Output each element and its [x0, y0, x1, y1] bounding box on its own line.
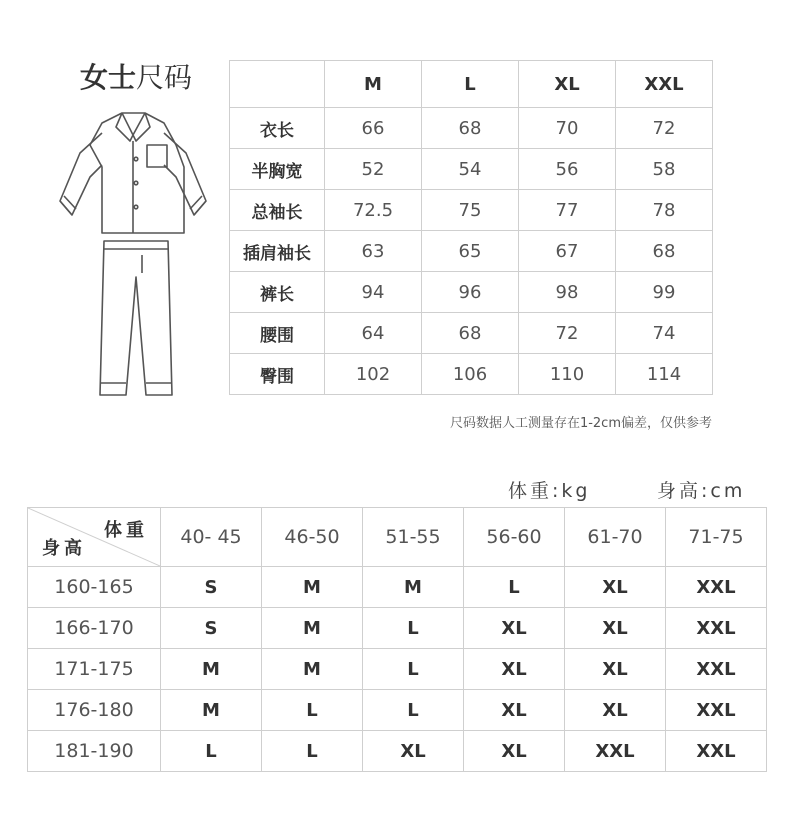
- measurement-label: 插肩袖长: [230, 231, 325, 272]
- weight-range-header: 71-75: [666, 508, 767, 567]
- size-cell: XL: [565, 608, 666, 649]
- measurement-value: 74: [616, 313, 713, 354]
- size-cell: L: [464, 567, 565, 608]
- size-header-l: L: [422, 61, 519, 108]
- measurement-value: 96: [422, 272, 519, 313]
- measurement-label: 衣长: [230, 108, 325, 149]
- title-light: 尺码: [136, 61, 193, 94]
- size-cell: M: [161, 649, 262, 690]
- measurement-value: 102: [325, 354, 422, 395]
- measurement-value: 67: [519, 231, 616, 272]
- size-cell: L: [363, 649, 464, 690]
- size-row: [230, 108, 713, 149]
- size-row: [230, 190, 713, 231]
- size-row: [230, 272, 713, 313]
- size-cell: XL: [565, 690, 666, 731]
- size-cell: XXL: [666, 608, 767, 649]
- size-header-xl: XL: [519, 61, 616, 108]
- weight-range-header: 51-55: [363, 508, 464, 567]
- measurement-value: 56: [519, 149, 616, 190]
- size-cell: M: [262, 567, 363, 608]
- measurement-value: 72: [616, 108, 713, 149]
- corner-weight-label: 体重: [104, 520, 148, 541]
- height-range-label: 166-170: [28, 608, 161, 649]
- size-cell: L: [161, 731, 262, 772]
- recommend-row: [28, 608, 767, 649]
- corner-header: [28, 508, 161, 567]
- weight-range-header: 56-60: [464, 508, 565, 567]
- size-cell: L: [363, 690, 464, 731]
- size-header-blank: [230, 61, 325, 108]
- size-row: [230, 149, 713, 190]
- measurement-value: 99: [616, 272, 713, 313]
- measurement-value: 64: [325, 313, 422, 354]
- size-cell: XXL: [666, 649, 767, 690]
- title-bold: 女士: [80, 61, 137, 94]
- size-header-row: [230, 61, 713, 108]
- size-cell: XL: [464, 608, 565, 649]
- measurement-value: 114: [616, 354, 713, 395]
- measurement-value: 94: [325, 272, 422, 313]
- measurement-value: 58: [616, 149, 713, 190]
- measurement-label: 腰围: [230, 313, 325, 354]
- measurement-value: 66: [325, 108, 422, 149]
- size-cell: S: [161, 608, 262, 649]
- size-cell: XL: [565, 649, 666, 690]
- measurement-note: 尺码数据人工测量存在1-2cm偏差，仅供参考: [449, 416, 712, 431]
- size-header-m: M: [325, 61, 422, 108]
- size-cell: M: [262, 608, 363, 649]
- measurement-value: 75: [422, 190, 519, 231]
- measurement-value: 98: [519, 272, 616, 313]
- recommend-row: [28, 690, 767, 731]
- height-range-label: 181-190: [28, 731, 161, 772]
- measurement-value: 72: [519, 313, 616, 354]
- size-cell: XL: [464, 649, 565, 690]
- size-cell: XXL: [565, 731, 666, 772]
- size-header-xxl: XXL: [616, 61, 713, 108]
- size-cell: L: [363, 608, 464, 649]
- page-title: [80, 56, 192, 96]
- size-cell: XL: [565, 567, 666, 608]
- measurement-label: 总袖长: [230, 190, 325, 231]
- recommend-row: [28, 649, 767, 690]
- measurement-value: 68: [616, 231, 713, 272]
- size-recommendation-table: [27, 507, 767, 772]
- measurement-value: 77: [519, 190, 616, 231]
- size-row: [230, 313, 713, 354]
- weight-range-header: 40- 45: [161, 508, 262, 567]
- corner-height-label: 身高: [42, 538, 86, 559]
- measurement-value: 72.5: [325, 190, 422, 231]
- size-row: [230, 231, 713, 272]
- size-cell: M: [262, 649, 363, 690]
- weight-header-row: [28, 508, 767, 567]
- size-chart-table: [229, 60, 713, 395]
- measurement-value: 110: [519, 354, 616, 395]
- measurement-value: 63: [325, 231, 422, 272]
- size-cell: XXL: [666, 567, 767, 608]
- height-range-label: 171-175: [28, 649, 161, 690]
- size-cell: XXL: [666, 690, 767, 731]
- size-cell: XL: [464, 731, 565, 772]
- size-cell: L: [262, 690, 363, 731]
- size-cell: M: [363, 567, 464, 608]
- measurement-label: 半胸宽: [230, 149, 325, 190]
- weight-unit-label: 体重:kg: [508, 480, 591, 502]
- height-range-label: 160-165: [28, 567, 161, 608]
- height-unit-label: 身高:cm: [657, 480, 746, 502]
- measurement-value: 65: [422, 231, 519, 272]
- measurement-value: 106: [422, 354, 519, 395]
- measurement-value: 68: [422, 313, 519, 354]
- pajama-illustration: [50, 105, 225, 405]
- recommend-row: [28, 567, 767, 608]
- size-cell: S: [161, 567, 262, 608]
- measurement-label: 裤长: [230, 272, 325, 313]
- weight-range-header: 46-50: [262, 508, 363, 567]
- height-range-label: 176-180: [28, 690, 161, 731]
- size-row: [230, 354, 713, 395]
- measurement-value: 70: [519, 108, 616, 149]
- measurement-value: 54: [422, 149, 519, 190]
- size-cell: M: [161, 690, 262, 731]
- measurement-value: 52: [325, 149, 422, 190]
- size-cell: L: [262, 731, 363, 772]
- measurement-value: 78: [616, 190, 713, 231]
- measurement-label: 臀围: [230, 354, 325, 395]
- recommend-row: [28, 731, 767, 772]
- weight-range-header: 61-70: [565, 508, 666, 567]
- size-cell: XL: [363, 731, 464, 772]
- size-cell: XXL: [666, 731, 767, 772]
- measurement-value: 68: [422, 108, 519, 149]
- size-cell: XL: [464, 690, 565, 731]
